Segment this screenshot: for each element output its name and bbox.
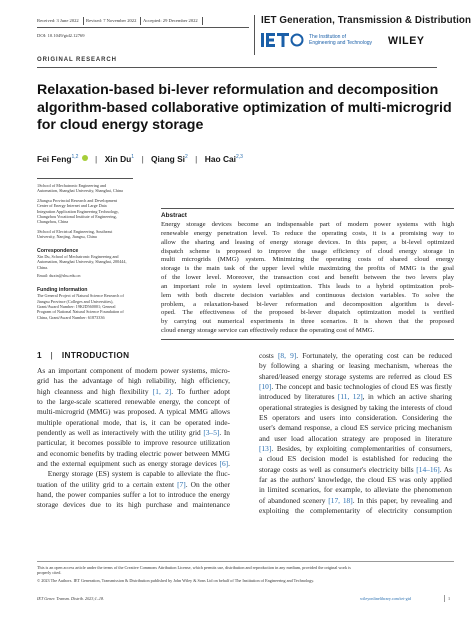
journal-url[interactable]: wileyonlinelibrary.com/iet-gtd: [360, 596, 412, 601]
body-text: of abandoned scenery: [259, 495, 329, 505]
intro-column-left: [37, 366, 230, 511]
body-text: multiple operational mode, that is, it can be operated inde-: [37, 417, 230, 427]
funding-line: Jiangsu Province (Colleges and Universities),: [37, 298, 114, 304]
body-text: . In this paper, by revealing and: [352, 495, 453, 505]
body-text: . Besides, by exploiting complementarities of consumers,: [271, 444, 452, 454]
body-line: [259, 423, 452, 433]
abstract-line: allow the sharing and leasing of energy storage devices. In this paper, a bi-level optimized: [161, 238, 454, 246]
author-affiliation-mark: 1: [131, 154, 135, 161]
section-separator: |: [50, 351, 54, 360]
body-text: operational strategies is designed by taking the interests of cloud: [259, 402, 452, 412]
body-line: [37, 366, 230, 376]
body-line: [37, 407, 230, 417]
iet-logo-mark-icon: [261, 33, 307, 47]
abstract-line: problem, a relaxation-based bi-lever reformation and decomposition algorithm is devel-: [161, 300, 454, 308]
title-line: algorithm-based collaborative optimization of multi-microgrid: [37, 99, 452, 116]
affiliations: [37, 183, 147, 320]
body-line: [37, 428, 230, 438]
body-text: Energy storage (ES) system is capable to alleviate the fluc-: [37, 469, 230, 479]
citation-link[interactable]: [6]: [219, 459, 229, 469]
author-name[interactable]: Qiang Si: [151, 154, 186, 164]
body-line: [259, 454, 452, 464]
funding-line: Grant/Award Number: 19KJD560001; General: [37, 303, 116, 309]
affiliation: [37, 198, 147, 225]
author-name[interactable]: Fei Feng: [37, 154, 72, 164]
citation-link[interactable]: [14–16]: [416, 464, 440, 474]
body-text: . The concept and basic technologies of cloud ES was firstly: [271, 382, 452, 392]
author-affiliation-mark: 2,3: [235, 154, 243, 161]
journal-title: IET Generation, Transmission & Distribution: [261, 15, 472, 26]
body-line: [37, 459, 230, 469]
funding-line: Program of National Natural Science Foundation of: [37, 309, 124, 315]
license-line: properly cited.: [37, 570, 62, 576]
body-text: in limited scenarios, for example, to alleviate the phenomenon: [259, 485, 452, 495]
body-line: [259, 351, 452, 361]
author-affiliation-mark: 2: [185, 154, 188, 161]
body-text: . Fortunately, the operating cost can be reduced: [296, 351, 453, 360]
received-date: Received: 3 June 2022: [37, 18, 79, 23]
doi[interactable]: DOI: 10.1049/gtd2.12769: [37, 33, 85, 38]
affiliation-line: 2Jiangsu Provincial Research and Development: [37, 197, 118, 203]
page-number: 1: [448, 596, 451, 601]
body-text: multi-microgrid (MMG) was proposed. A typical MMG allows: [37, 407, 230, 417]
body-text: and the external equipment such as energy storage devices: [37, 459, 220, 469]
citation-link[interactable]: [3–5]: [203, 428, 220, 438]
citation-link[interactable]: [10]: [259, 382, 272, 392]
body-line: [37, 397, 230, 407]
citation: IET Gener. Transm. Distrib. 2023;1–18.: [37, 596, 105, 601]
author-affiliation-mark: 1,2: [71, 154, 79, 161]
section-number: 1: [37, 351, 42, 360]
funding-line: The General Project of Natural Science Research of: [37, 293, 124, 299]
title-line: Relaxation-based bi-lever reformulation and decomposition: [37, 82, 439, 98]
abstract-line: an important role in system level optimization. This leads to a hybrid optimization prob-: [161, 282, 454, 290]
orcid-icon[interactable]: [82, 155, 88, 161]
body-text: tuation of the utility grid to a certain extent: [37, 479, 178, 489]
abstract-line: Energy storage devices become an indispensable part of modern power systems with high: [161, 221, 454, 228]
body-text: costs: [259, 351, 278, 360]
body-text: shared/leased energy storage systems are referred as cloud ES: [259, 371, 452, 381]
body-text: and economic benefits by trading electric power between MMG: [37, 448, 230, 458]
body-text: hand, the power companies suffer a lot to introduce the energy: [37, 490, 230, 500]
body-text: to the large-scale scattered renewable energy, the concept of: [37, 397, 230, 407]
body-line: [259, 506, 452, 516]
intro-column-right: [259, 351, 452, 517]
body-text: storage devices due to its high purchase and maintenance: [37, 500, 230, 510]
article-type: ORIGINAL RESEARCH: [37, 57, 117, 63]
citation-link[interactable]: [7]: [177, 479, 186, 489]
correspondence-line: China.: [37, 264, 49, 270]
abstract-line: storage is the main task of the upper level while maximizing the profits of MMG is the goal: [161, 265, 454, 273]
citation-link[interactable]: [11, 12]: [337, 392, 363, 402]
body-text: and user load allocation strategy are proposed in literature: [259, 433, 452, 443]
revised-date: Revised: 7 November 2022: [86, 18, 137, 23]
body-text: introduced by literatures: [259, 392, 338, 402]
iet-logo-line2: Engineering and Technology: [309, 40, 373, 46]
abstract-line: cloud energy storage service can effectively reduce the operating cost of MMG.: [161, 327, 375, 335]
author-name[interactable]: Hao Cai: [204, 154, 236, 164]
correspondence-heading: Correspondence: [37, 247, 79, 254]
publisher-logo: WILEY: [388, 35, 425, 47]
author-separator: |: [195, 154, 198, 164]
body-text: .: [228, 459, 230, 469]
body-line: [37, 490, 230, 500]
body-text: As an important component of modern power systems, micro-: [37, 366, 230, 375]
funding-line: China, Grant/Award Number: 61873336: [37, 314, 105, 320]
body-line: [37, 480, 230, 490]
body-line: [37, 387, 230, 397]
body-line: [37, 449, 230, 459]
abstract-bottom-rule: [161, 339, 454, 340]
affiliation-line: Changzhou, China: [37, 219, 69, 225]
funding-heading: Funding information: [37, 286, 88, 293]
body-text: high cleanness and high flexibility: [37, 386, 153, 396]
affiliation-line: University, Nanjing, Jiangsu, China: [37, 234, 97, 240]
body-line: [37, 418, 230, 428]
author-list: [37, 154, 337, 164]
affiliation: [37, 229, 147, 240]
affiliation-line: Changzhou Vocational Institute of Engineering,: [37, 214, 117, 220]
correspondence-email[interactable]: Email: duxin@shu.edu.cn: [37, 273, 81, 279]
header-rule: [37, 27, 249, 28]
abstract-line: multi microgrids (MMG) system. Minimizing the operating costs of shared cloud energy: [161, 256, 454, 264]
body-line: [259, 413, 452, 423]
citation-link[interactable]: [1, 2]: [152, 386, 172, 396]
footer-rule: [37, 561, 454, 562]
affiliation: [37, 183, 147, 194]
article-title: [37, 82, 457, 135]
body-text: exploiting the complementarity of electricity consumption: [259, 506, 452, 516]
body-line: [259, 403, 452, 413]
citation-link[interactable]: [13]: [259, 444, 272, 454]
divider: [254, 15, 255, 55]
author-separator: |: [141, 154, 144, 164]
body-text: storage costs as well as consumer's electricity bills: [259, 464, 417, 474]
correspondence-line: Automation, Shanghai University, Shanghai, 200444,: [37, 259, 127, 265]
body-text: far as the authors' knowledge, the cloud ES was only applied: [259, 475, 452, 485]
body-line: [259, 361, 452, 371]
license-text: [37, 565, 457, 583]
affiliation-line: Integration Application Engineering Technology,: [37, 208, 119, 214]
body-text: pendently as well as interactively with the utility grid: [37, 428, 204, 438]
abstract-top-rule: [161, 208, 454, 209]
body-line: [259, 465, 452, 475]
body-line: [37, 469, 230, 479]
body-text: . To further adopt: [171, 386, 230, 396]
body-text: user's demand response, a cloud ES service pricing mechanism: [259, 423, 452, 433]
title-line: for cloud energy storage: [37, 117, 204, 134]
abstract-line: by carrying out numerical experiments in three scenarios. It is shown that the proposed: [161, 318, 454, 326]
body-line: [37, 500, 230, 510]
abstract-line: lem with both discrete decision variables and continuous decision variables. To solve the: [161, 291, 454, 299]
body-line: [259, 496, 452, 506]
author-name[interactable]: Xin Du: [104, 154, 132, 164]
divider: [202, 17, 203, 25]
body-text: . As: [439, 464, 452, 474]
license-line: This is an open access article under the terms of the Creative Commons Attribution License, which permits use, distribution and reproduction in any medium, provided the original work is: [37, 565, 351, 570]
body-text: . On the other: [185, 479, 230, 489]
body-line: [37, 438, 230, 448]
abstract-line: oped. The effectiveness of the proposed bi-lever dispatch optimization model is verified: [161, 309, 454, 317]
affiliation-line: 1School of Mechatronic Engineering and: [37, 183, 107, 188]
body-line: [259, 434, 452, 444]
abstract-line: of the lower level. Moreover, the transaction cost and benefit between the two levers play: [161, 274, 454, 282]
body-line: [259, 372, 452, 382]
body-line: [259, 485, 452, 495]
iet-logo: [261, 33, 307, 47]
affiliation-line: Automation, Shanghai University, Shanghai, China: [37, 188, 123, 194]
abstract-text: [161, 221, 454, 336]
divider: [140, 17, 141, 25]
iet-logo-line1: The Institution of: [309, 34, 346, 40]
author-separator: |: [95, 154, 98, 164]
body-line: [259, 392, 452, 402]
abstract-line: dispatch scheme is proposed to improve the usage efficiency of cloud energy storage in: [161, 247, 454, 255]
affiliation-line: Center of Energy Internet and Large Data: [37, 203, 107, 209]
body-line: [37, 376, 230, 386]
sidebar-top-rule: [37, 178, 133, 179]
body-text: , in which an active sharing: [362, 392, 452, 402]
body-text: ES operators and users into consideration. Considering the: [259, 413, 452, 423]
affiliation-line: 3School of Electrical Engineering, Southeast: [37, 228, 113, 234]
abstract-heading: Abstract: [161, 212, 187, 219]
divider: [83, 17, 84, 25]
body-text: particular, it becomes possible to improve resource utilization: [37, 438, 230, 448]
copyright: © 2023 The Authors. IET Generation, Transmission & Distribution published by John Wiley & Sons Ltd on behalf of The Institution of Engineering and Technology.: [37, 577, 315, 583]
body-text: grid has the advantage of high reliability, high efficiency,: [37, 376, 230, 386]
abstract-line: renewable energy penetration level. To reduce the operating costs, it is a promising way to: [161, 229, 454, 237]
body-line: [259, 382, 452, 392]
title-rule: [37, 67, 437, 68]
citation-link[interactable]: [17, 18]: [328, 495, 353, 505]
body-text: by following a sharing or leasing mechanism, whereas the: [259, 361, 452, 371]
divider: [444, 595, 445, 602]
body-line: [259, 475, 452, 485]
correspondence-line: Xin Du, School of Mechatronic Engineering and: [37, 254, 119, 260]
body-text: a cloud ES decision model is established for reducing the: [259, 454, 452, 464]
section-title: INTRODUCTION: [61, 351, 130, 360]
section-heading: [37, 351, 129, 360]
accepted-date: Accepted: 29 December 2022: [143, 18, 198, 23]
citation-link[interactable]: [8, 9]: [277, 351, 297, 360]
body-line: [259, 444, 452, 454]
body-text: . In: [219, 428, 230, 438]
